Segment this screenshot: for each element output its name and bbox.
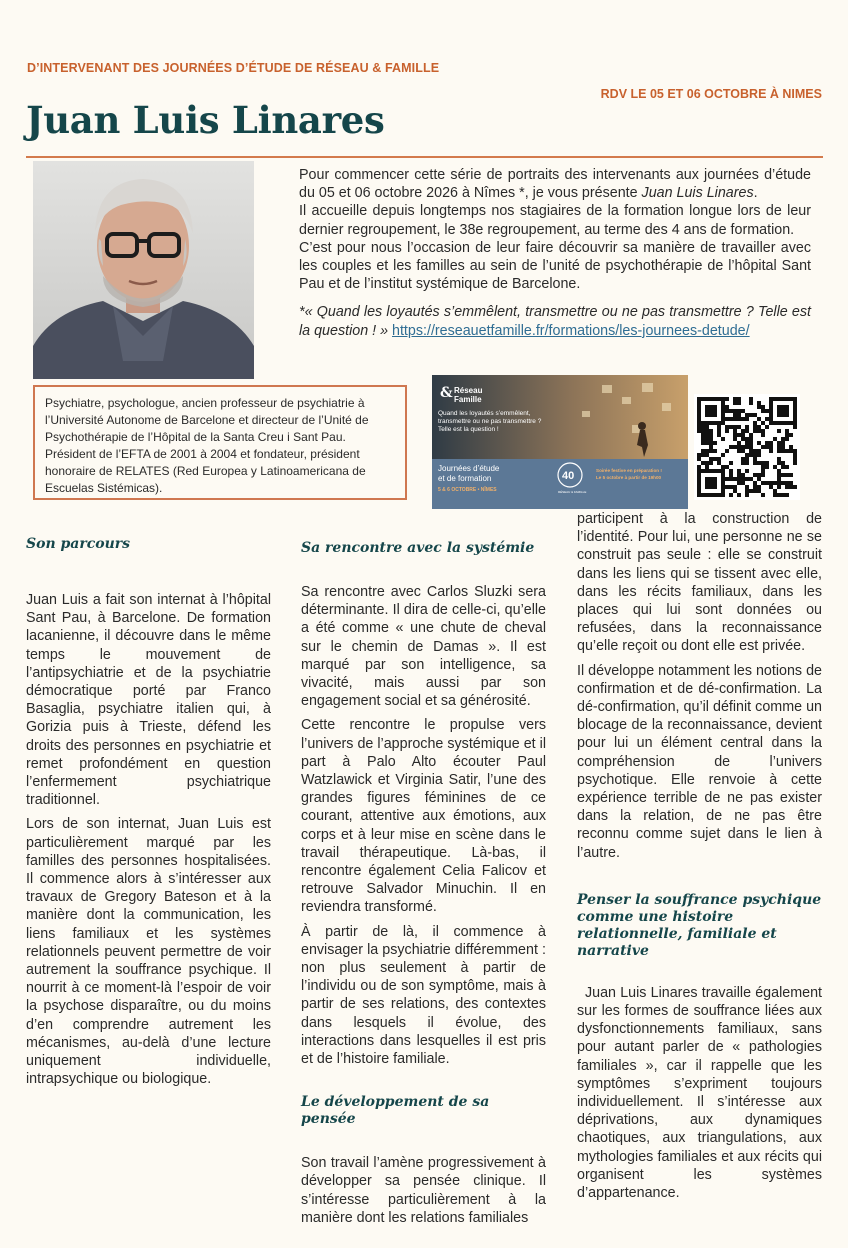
rencontre-paragraph-1: Sa rencontre avec Carlos Sluzki sera déterminante. Il dira de celle-ci, qu’elle a été comme « une chute de cheval sur le chemin de Damas ». Il est marqué par son intelligence, sa vivacité, mais aussi par son engagement social et sa générosité.: [301, 584, 546, 710]
rencontre-paragraph-2: Cette rencontre le propulse vers l’univers de l’approche systémique et il part à Palo Alto écouter Paul Watzlawick et Virginia Satir, l’une des grandes figures féminines de ce courant, attentive aux émotions, aux corps et à leur mise en scène dans le travail thérapeutique. Là-bas, il rencontre également Celia Falicov et retrouve Salvador Minuchin. Il en reviendra transformé.: [301, 717, 546, 916]
poster-tagline-2: transmettre ou ne pas transmettre ?: [438, 418, 542, 425]
event-poster: [432, 375, 688, 509]
svg-text:&: &: [440, 385, 453, 401]
poster-brand-1: Réseau: [454, 386, 483, 395]
portrait-photo: [33, 161, 254, 379]
column-3: [577, 510, 822, 1208]
event-quote: [299, 303, 811, 339]
column-2: [301, 510, 546, 1233]
intro-text: [299, 166, 811, 340]
poster-dates: 5 & 6 OCTOBRE • NÎMES: [438, 487, 497, 493]
poster-soiree-2: Le 5 octobre à partir de 19h00: [596, 475, 662, 480]
bio-box: Psychiatre, psychologue, ancien professeur de psychiatrie à l’Université Autonome de Barcelone et directeur de l’Unité de Psychothérapie de l’Hôpital de la Santa Creu i Sant Pau. Président de l’EFTA de 2001 à 2004 et fondateur, président honoraire de RELATES (Red Europea y Latinoamericana de Escuelas Sistémicas).: [33, 385, 407, 500]
event-link[interactable]: https://reseauetfamille.fr/formations/les-journees-detude/: [392, 322, 750, 339]
event-theme-quote: *« Quand les loyautés s’emmêlent, transmettre ou ne pas transmettre ? Telle est la question ! »: [299, 304, 811, 339]
section-heading-parcours: Son parcours: [26, 536, 131, 552]
parcours-paragraph-2: Lors de son internat, Juan Luis est particulièrement marqué par les familles des personnes hospitalisées. Il commence alors à s’intéresser aux travaux de Gregory Bateson et à la manière dont la communication, les liens familiaux et les systèmes relationnels peuvent permettre de voir autrement la souffrance psychique. Il nourrit à ce moment-là l’espoir de voir la psychose disparaître, ou du moins d’en comprendre autrement les mécanismes, au-delà d’une lecture uniquement individuelle, intrapsychique ou biologique.: [26, 816, 271, 1088]
poster-brand-2: Famille: [454, 395, 482, 404]
section-heading-rencontre: Sa rencontre avec la systémie: [301, 540, 535, 556]
title-rule: [26, 156, 823, 158]
header-kicker: D’INTERVENANT DES JOURNÉES D’ÉTUDE DE RÉSEAU & FAMILLE: [27, 61, 440, 75]
portrait-illustration: [33, 161, 254, 379]
souffrance-paragraph-1: Juan Luis Linares travaille également sur les formes de souffrance liées aux dysfonctionnements familiaux, sans pour autant parler de « pathologies familiales », car il rappelle que les symptômes s’expriment toujours individuellement. Il s’intéresse aux déprivations, aux dynamiques chaotiques, aux triangulations, aux mythologies familiales et aux récits qui organisent les systèmes d’appartenance.: [577, 984, 822, 1202]
pensee-paragraph-1: Son travail l’amène progressivement à développer sa pensée clinique. Il s’intéresse particulièrement à la manière dont les relations familiales: [301, 1155, 546, 1226]
intro-text-start: Pour commencer cette série de portraits des intervenants aux journées d’étude du 05 et 06 octobre 2026 à Nîmes *, je vous présente: [299, 167, 811, 202]
poster-graphic: [432, 375, 688, 509]
intro-speaker-name: Juan Luis Linares: [641, 185, 754, 202]
column-1: [26, 510, 271, 1094]
poster-tagline-3: Telle est la question !: [438, 426, 499, 433]
poster-tagline-1: Quand les loyautés s’emmêlent,: [438, 410, 531, 417]
rencontre-paragraph-3: À partir de là, il commence à envisager la psychiatrie différemment : non plus seulement à partir de l’individu ou de son symptôme, mais à partir de ses relations, des contextes dans lesquels il évolue, des interactions dans lesquelles il est pris et de l’histoire familiale.: [301, 923, 546, 1068]
qr-code-icon: [694, 394, 800, 500]
page-title: Juan Luis Linares: [26, 98, 385, 142]
event-date-banner: RDV LE 05 ET 06 OCTOBRE À NIMES: [600, 87, 822, 101]
section-heading-pensee: Le développement de sa pensée: [301, 1094, 490, 1128]
poster-event-1: Journées d’étude: [438, 464, 500, 473]
poster-anniversary-badge: 40: [562, 470, 575, 482]
poster-badge-caption: RÉSEAU & FAMILLE: [558, 490, 587, 494]
qr-code[interactable]: [694, 394, 800, 500]
intro-paragraph-3: C’est pour nous l’occasion de leur faire découvrir sa manière de travailler avec les couples et les familles au sein de l’unité de psychothérapie de l’hôpital Sant Pau et de l’institut systémique de Barcelone.: [299, 239, 811, 293]
column-3-paragraph-1: participent à la construction de l’identité. Pour lui, une personne ne se construit pas seule : elle se construit dans les liens qui se tissent avec elle, dans les récits familiaux, dans les places qui lui sont données ou refusées, dans la reconnaissance qu’elle reçoit ou dont elle est privée.: [577, 511, 822, 655]
column-3-paragraph-2: Il développe notamment les notions de confirmation et de dé-confirmation. La dé-confirmation, qu’il définit comme un blocage de la reconnaissance, devient pour lui un élément central dans la compréhension de l’univers psychotique. Elle renvoie à cette expérience terrible de ne pas exister dans la relation, de ne pas être reconnu comme sujet dans le lien à l’autre.: [577, 662, 822, 861]
section-heading-souffrance: Penser la souffrance psychique comme une histoire relationnelle, familiale et narrative: [577, 891, 822, 959]
intro-paragraph: [299, 166, 811, 202]
intro-text-end: .: [753, 185, 758, 202]
poster-event-2: et de formation: [438, 474, 492, 483]
parcours-paragraph-1: Juan Luis a fait son internat à l’hôpital Sant Pau, à Barcelone. De formation lacanienne, il découvre dans le même temps le mouvement de l’antipsychiatrie et de la psychiatrie démocratique porté par Franco Basaglia, psychiatre italien qui, à Gorizia puis à Trieste, défend les droits des personnes en psychiatrie et remet profondément en question l’enfermement psychiatrique traditionnel.: [26, 592, 271, 809]
poster-soiree-1: Soirée festive en préparation !: [596, 468, 662, 473]
intro-paragraph-2: Il accueille depuis longtemps nos stagiaires de la formation longue lors de leur dernier regroupement, le 38e regroupement, au terme des 4 ans de formation.: [299, 203, 811, 238]
